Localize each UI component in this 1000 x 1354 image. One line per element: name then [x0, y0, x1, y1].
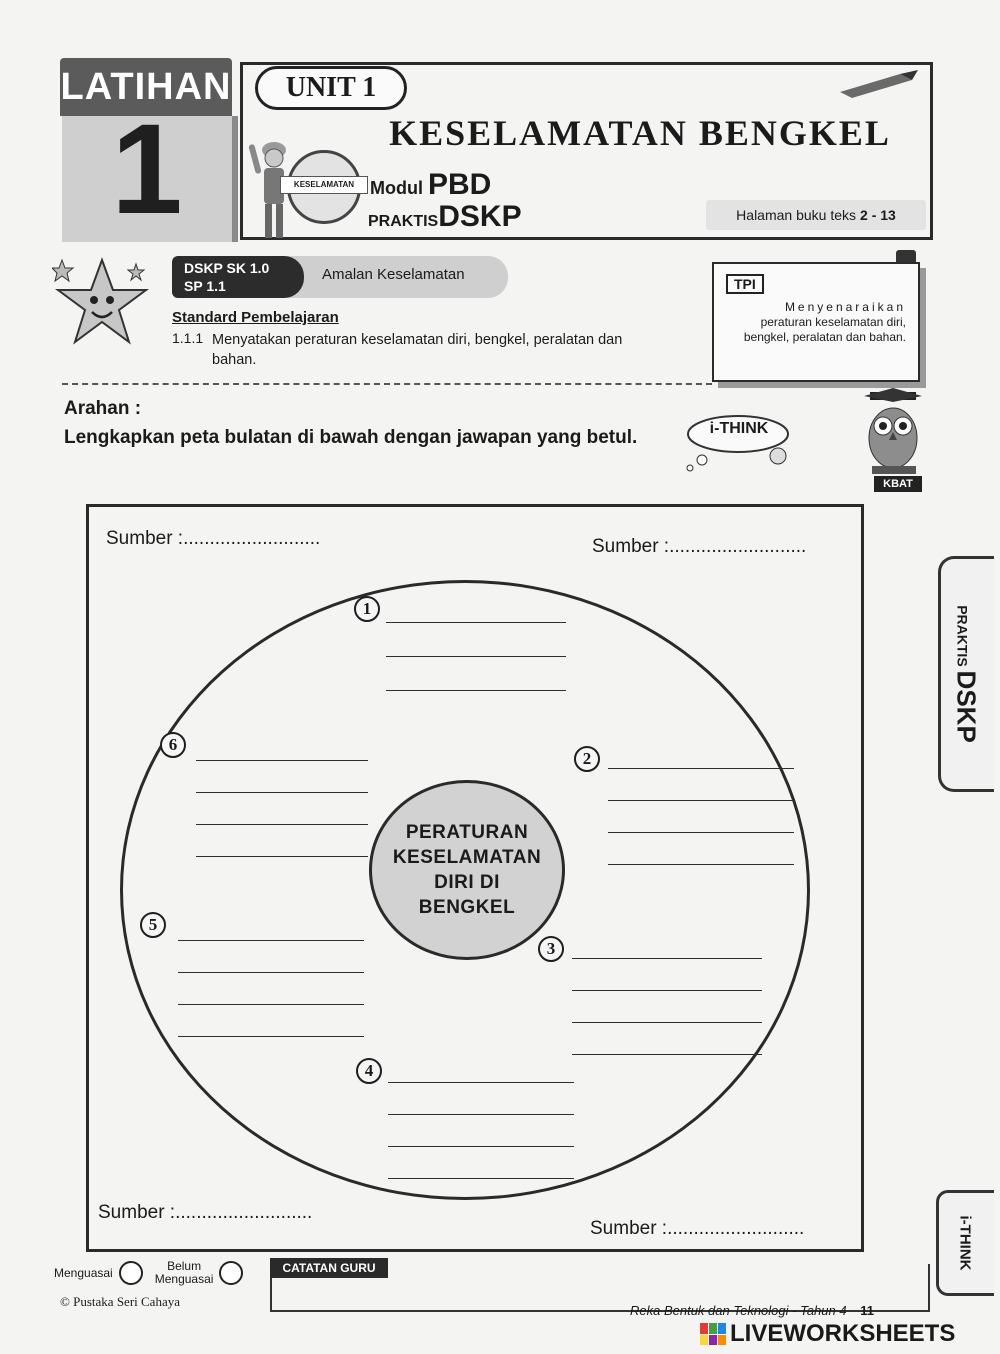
mastery-checklist — [54, 1260, 243, 1286]
praktis-dskp — [368, 200, 522, 234]
answer-2-line[interactable] — [608, 800, 794, 801]
side-tab-dskp-big: DSKP — [951, 670, 982, 743]
side-tab-ithink-text: i-THINK — [956, 1215, 974, 1271]
answer-4-line[interactable] — [388, 1082, 574, 1083]
star-mascot-icon — [52, 252, 152, 352]
instruction-text: Lengkapkan peta bulatan di bawah dengan jawapan yang betul. — [64, 427, 638, 448]
answer-1-line[interactable] — [386, 622, 566, 623]
modul-pbd — [370, 168, 491, 202]
tpi-label: TPI — [726, 274, 764, 294]
answer-5-line[interactable] — [178, 940, 364, 941]
halaman-text: Halaman buku teks — [736, 207, 857, 223]
answer-4-line[interactable] — [388, 1114, 574, 1115]
tpi-text — [726, 300, 906, 345]
dskp-title: Amalan Keselamatan — [322, 266, 465, 283]
liveworksheets-watermark — [700, 1318, 1000, 1350]
watermark-text: LIVEWORKSHEETS — [730, 1320, 956, 1347]
halaman-pages: 2 - 13 — [860, 207, 896, 223]
pencil-icon — [840, 70, 920, 100]
divider — [62, 383, 712, 385]
belum-label: Belum — [167, 1259, 202, 1273]
textbook-pages — [706, 200, 926, 230]
center-topic — [393, 820, 541, 920]
dskp-code-line1: DSKP SK 1.0 — [184, 260, 270, 276]
sumber-top-right[interactable]: Sumber :.......................... — [592, 536, 807, 557]
tpi-line1: Menyenaraikan — [784, 300, 906, 314]
answer-5-line[interactable] — [178, 1004, 364, 1005]
answer-2-line[interactable] — [608, 768, 794, 769]
teacher-notes-label: CATATAN GURU — [270, 1258, 388, 1278]
book-title: Reka Bentuk dan Teknologi - Tahun 4 — [630, 1303, 847, 1318]
answer-number-2: 2 — [574, 746, 600, 772]
sumber-bottom-left[interactable]: Sumber :.......................... — [98, 1202, 313, 1223]
belum-label-2: Menguasai — [154, 1272, 214, 1286]
answer-6-line[interactable] — [196, 792, 368, 793]
standard-number: 1.1.1 — [172, 330, 204, 346]
side-tab-dskp-text — [951, 564, 982, 784]
mastery-circle[interactable] — [119, 1261, 143, 1285]
instruction-label: Arahan : — [64, 398, 142, 419]
center-line: PERATURAN — [405, 822, 529, 843]
answer-number-6: 6 — [160, 732, 186, 758]
not-mastery-circle[interactable] — [219, 1261, 243, 1285]
sumber-top-left[interactable]: Sumber :.......................... — [106, 528, 321, 549]
answer-number-4: 4 — [356, 1058, 382, 1084]
answer-number-3: 3 — [538, 936, 564, 962]
safety-badge-label: KESELAMATAN — [280, 176, 368, 194]
praktis-prefix: PRAKTIS — [368, 213, 439, 230]
side-tab-dskp-small: PRAKTIS — [954, 605, 971, 667]
page-number: 11 — [860, 1303, 874, 1318]
modul-big: PBD — [428, 168, 492, 201]
book-footer — [630, 1303, 874, 1318]
answer-number-5: 5 — [140, 912, 166, 938]
latihan-label: LATIHAN — [60, 58, 232, 116]
answer-3-line[interactable] — [572, 1022, 762, 1023]
page-title: KESELAMATAN BENGKEL — [389, 113, 891, 153]
copyright: © Pustaka Seri Cahaya — [60, 1294, 180, 1309]
kbat-label: KBAT — [874, 476, 922, 492]
answer-6-line[interactable] — [196, 824, 368, 825]
dskp-code-line2: SP 1.1 — [184, 278, 226, 294]
unit-label: UNIT 1 — [255, 66, 407, 110]
center-line: BENGKEL — [418, 897, 516, 918]
liveworksheets-logo-icon — [700, 1323, 726, 1345]
latihan-number: 1 — [111, 98, 183, 241]
answer-2-line[interactable] — [608, 832, 794, 833]
sumber-bottom-right[interactable]: Sumber :.......................... — [590, 1218, 805, 1239]
not-mastery-label — [155, 1260, 214, 1286]
praktis-big: DSKP — [438, 200, 522, 233]
answer-1-line[interactable] — [386, 656, 566, 657]
modul-prefix: Modul — [370, 178, 423, 198]
standard-text: Menyatakan peraturan keselamatan diri, bengkel, peralatan dan bahan. — [212, 332, 623, 368]
answer-4-line[interactable] — [388, 1146, 574, 1147]
answer-6-line[interactable] — [196, 760, 368, 761]
answer-6-line[interactable] — [196, 856, 368, 857]
center-circle — [369, 780, 565, 960]
center-line: KESELAMATAN — [392, 847, 542, 868]
tpi-rest: peraturan keselamatan diri, bengkel, peralatan dan bahan. — [743, 315, 906, 344]
ithink-label: i-THINK — [709, 420, 769, 437]
mastery-label: Menguasai — [54, 1266, 113, 1280]
answer-5-line[interactable] — [178, 972, 364, 973]
standard-heading: Standard Pembelajaran — [172, 309, 339, 326]
answer-5-line[interactable] — [178, 1036, 364, 1037]
answer-number-1: 1 — [354, 596, 380, 622]
answer-2-line[interactable] — [608, 864, 794, 865]
answer-1-line[interactable] — [386, 690, 566, 691]
answer-3-line[interactable] — [572, 1054, 762, 1055]
answer-3-line[interactable] — [572, 990, 762, 991]
center-line: DIRI DI — [434, 872, 500, 893]
answer-4-line[interactable] — [388, 1178, 574, 1179]
owl-mascot-icon — [858, 388, 928, 478]
answer-3-line[interactable] — [572, 958, 762, 959]
tpi-box — [712, 262, 920, 382]
dskp-code — [172, 256, 304, 298]
